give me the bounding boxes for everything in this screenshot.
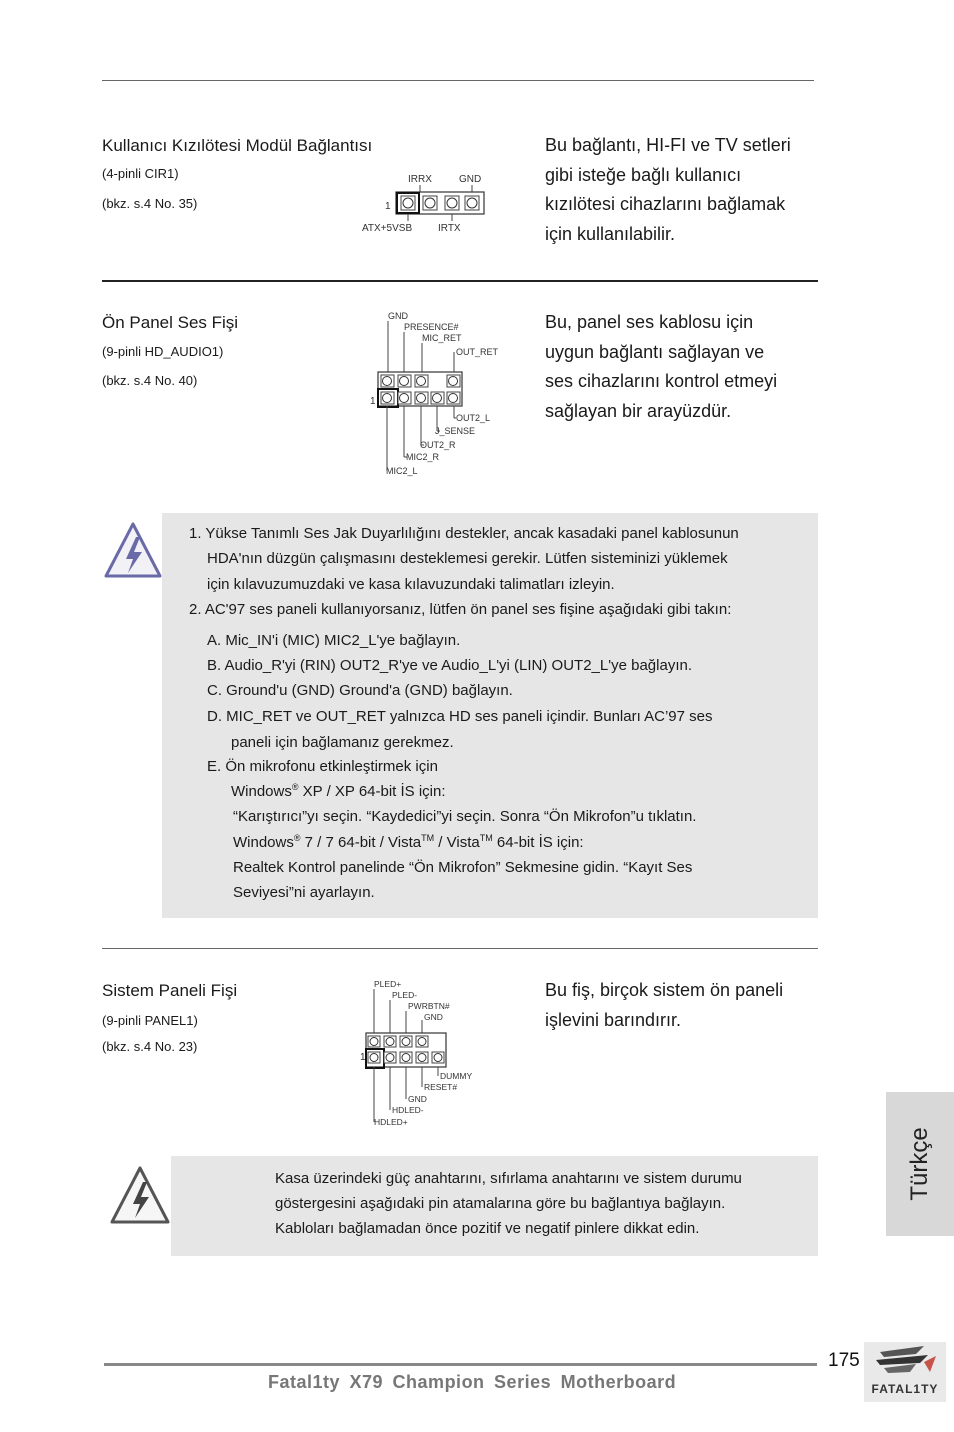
logo-mark-icon [864, 1342, 946, 1382]
panel-desc-line: işlevini barındırır. [545, 1009, 682, 1030]
fatal1ty-logo [864, 1342, 946, 1402]
panel-label-reset: RESET# [424, 1082, 458, 1092]
cir-pins: (4-pinli CIR1) [102, 166, 179, 181]
trademark: TM [421, 833, 435, 843]
panel-label-pin1: 1 [360, 1052, 366, 1063]
windows-text: Windows [233, 834, 294, 851]
note1-line: “Karıştırıcı”yı seçin. “Kaydedici”yi seçin. Sonra “Ön Mikrofon”u tıklatın. [233, 808, 697, 825]
audio-label-gnd: GND [388, 311, 408, 321]
warning-icon [102, 520, 164, 582]
panel-label-gndtop: GND [424, 1012, 443, 1022]
audio-label-presence: PRESENCE# [404, 322, 459, 332]
panel-label-pwrbtn: PWRBTN# [408, 1001, 450, 1011]
note1-line: için kılavuzumuzdaki ve kasa kılavuzundaki talimatları izleyin. [207, 576, 615, 593]
cir-desc-line: kızılötesi cihazlarını bağlamak [545, 194, 786, 214]
note1-line [233, 833, 584, 851]
section-divider [102, 280, 818, 282]
xp-text: XP / XP 64-bit İS için: [298, 783, 446, 800]
audio-description [545, 308, 820, 426]
audio-label-out2r: OUT2_R [420, 440, 456, 450]
audio-label-pin1: 1 [370, 396, 376, 407]
trademark: TM [479, 833, 493, 843]
note2-line: göstergesini aşağıdaki pin atamalarına göre bu bağlantıya bağlayın. [275, 1195, 726, 1212]
cir-header-diagram [360, 168, 495, 236]
audio-ref: (bkz. s.4 No. 40) [102, 373, 198, 388]
cir-label-irtx: IRTX [438, 223, 461, 234]
warning-icon [108, 1164, 172, 1228]
cir-label-pin1: 1 [385, 201, 391, 212]
panel-description [545, 976, 820, 1035]
note2-line: Kasa üzerindeki güç anahtarını, sıfırlama anahtarını ve sistem durumu [275, 1170, 742, 1187]
cir-label-gnd: GND [459, 174, 482, 185]
cir-desc-line: gibi isteğe bağlı kullanıcı [545, 164, 742, 185]
audio-header-diagram [366, 308, 516, 480]
section-divider [102, 948, 818, 949]
note1-line: D. MIC_RET ve OUT_RET yalnızca HD ses paneli içindir. Bunları AC’97 ses [207, 708, 713, 725]
cir-label-atx5vsb: ATX+5VSB [362, 223, 413, 234]
note1-line: 2. AC'97 ses paneli kullanıyorsanız, lütfen ön panel ses fişine aşağıdaki gibi takın: [189, 601, 732, 618]
audio-desc-line: Bu, panel ses kablosu için [545, 312, 754, 332]
panel-desc-line: Bu fiş, birçok sistem ön paneli [545, 980, 784, 1000]
cir-desc-line: Bu bağlantı, HI-FI ve TV setleri [545, 135, 791, 155]
cir-description [545, 131, 820, 249]
cir-ref: (bkz. s.4 No. 35) [102, 196, 198, 211]
footer-title: Fatal1ty X79 Champion Series Motherboard [268, 1372, 677, 1392]
note1-line: 1. Yükse Tanımlı Ses Jak Duyarlılığını destekler, ancak kasadaki panel kablosunun [189, 525, 739, 542]
cir-desc-line: için kullanılabilir. [545, 223, 676, 244]
audio-desc-line: sağlayan bir arayüzdür. [545, 400, 732, 421]
audio-label-outret: OUT_RET [456, 347, 499, 357]
audio-pins: (9-pinli HD_AUDIO1) [102, 344, 224, 359]
note1-line [231, 782, 446, 800]
top-divider [102, 80, 814, 81]
windows-text: Windows [231, 783, 292, 800]
note1-line: Realtek Kontrol panelinde “Ön Mikrofon” Sekmesine gidin. “Kayıt Ses [233, 859, 693, 876]
cir-label-irrx: IRRX [408, 174, 432, 185]
note1-line: A. Mic_IN'i (MIC) MIC2_L'ye bağlayın. [207, 632, 461, 649]
audio-label-micret: MIC_RET [422, 333, 462, 343]
page-number: 175 [828, 1350, 860, 1371]
panel-label-pledp: PLED+ [374, 979, 402, 989]
cir-title: Kullanıcı Kızılötesi Modül Bağlantısı [102, 136, 373, 155]
panel-label-gndbottom: GND [408, 1094, 427, 1104]
audio-label-mic2l: MIC2_L [386, 466, 418, 476]
panel-ref: (bkz. s.4 No. 23) [102, 1039, 198, 1054]
panel-header-diagram [358, 976, 488, 1128]
note1-line: E. Ön mikrofonu etkinleştirmek için [207, 758, 438, 775]
registered-mark: ® [293, 833, 301, 843]
panel-label-hdledp: HDLED+ [374, 1117, 408, 1127]
panel-title: Sistem Paneli Fişi [102, 981, 238, 1000]
note2-line: Kabloları bağlamadan önce pozitif ve negatif pinlere dikkat edin. [275, 1220, 700, 1237]
panel-pins: (9-pinli PANEL1) [102, 1013, 198, 1028]
audio-title: Ön Panel Ses Fişi [102, 313, 239, 332]
note1-line: Seviyesi”ni ayarlayın. [233, 884, 375, 901]
note1-line: HDA'nın düzgün çalışmasını desteklemesi gerekir. Lütfen sisteminizi yüklemek [207, 550, 728, 567]
vista-text: / Vista [434, 834, 480, 851]
audio-desc-line: uygun bağlantı sağlayan ve [545, 341, 765, 362]
footer-rule [104, 1363, 817, 1366]
panel-label-dummy: DUMMY [440, 1071, 473, 1081]
audio-label-mic2r: MIC2_R [406, 452, 440, 462]
language-tab-label: Türkçe [906, 1127, 933, 1201]
audio-label-out2l: OUT2_L [456, 413, 491, 423]
audio-label-jsense: J_SENSE [435, 426, 476, 436]
note1-line: paneli için bağlamanız gerekmez. [231, 734, 454, 751]
panel-label-pledm: PLED- [392, 990, 418, 1000]
note1-line: B. Audio_R'yi (RIN) OUT2_R'ye ve Audio_L'yi (LIN) OUT2_L'ye bağlayın. [207, 657, 692, 674]
panel-label-hdledm: HDLED- [392, 1105, 424, 1115]
audio-desc-line: ses cihazlarını kontrol etmeyi [545, 371, 778, 391]
note1-line: C. Ground'u (GND) Ground'a (GND) bağlayın. [207, 682, 513, 699]
win7-text: 7 / 7 64-bit / Vista [300, 834, 422, 851]
registered-mark: ® [291, 782, 299, 792]
language-tab [886, 1092, 954, 1236]
vista64-text: 64-bit İS için: [492, 834, 584, 851]
logo-text: FATAL1TY [871, 1382, 939, 1396]
